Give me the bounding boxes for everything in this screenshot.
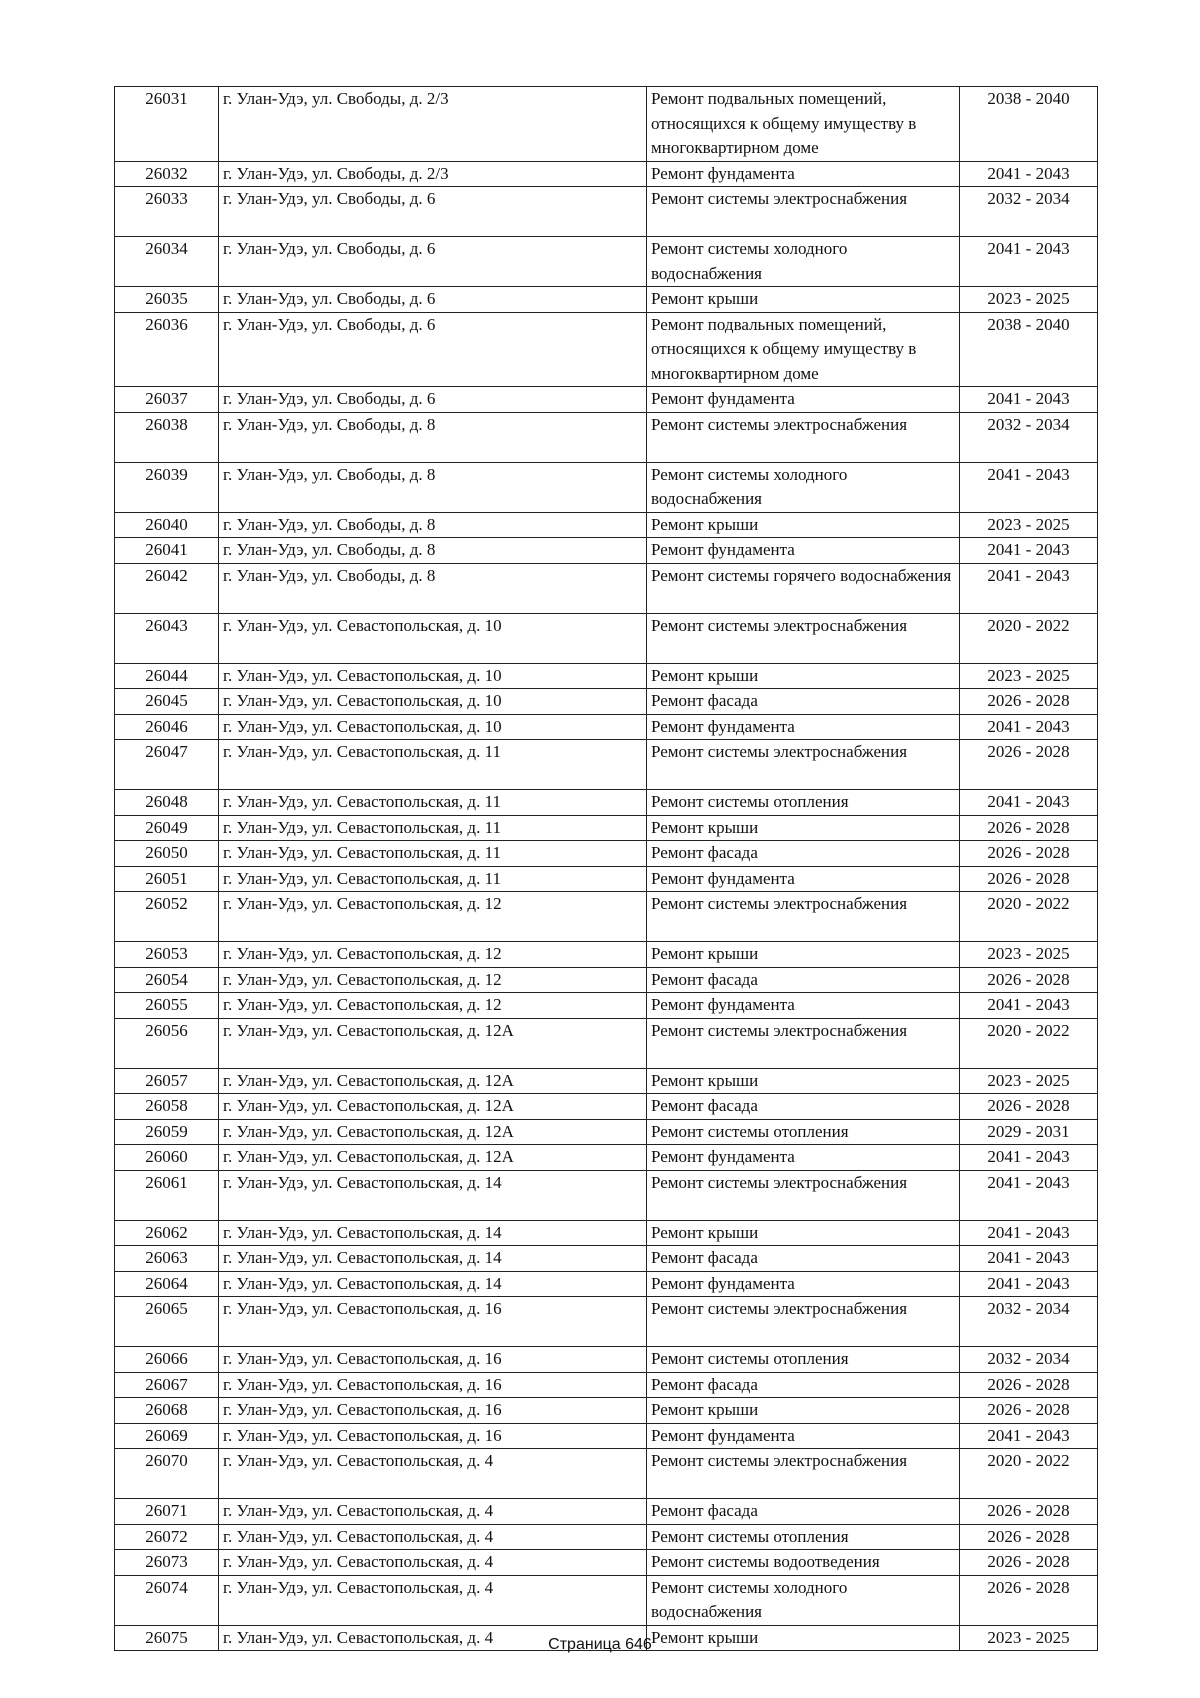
row-id-cell: 26041 bbox=[115, 538, 219, 564]
address-cell: г. Улан-Удэ, ул. Севастопольская, д. 10 bbox=[219, 663, 647, 689]
address-cell: г. Улан-Удэ, ул. Севастопольская, д. 10 bbox=[219, 714, 647, 740]
work-type-cell: Ремонт фундамента bbox=[647, 1145, 960, 1171]
table-row bbox=[115, 387, 1098, 413]
row-id-cell: 26073 bbox=[115, 1550, 219, 1576]
table-row bbox=[115, 1575, 1098, 1625]
period-cell: 2026 - 2028 bbox=[960, 1550, 1098, 1576]
address-cell: г. Улан-Удэ, ул. Севастопольская, д. 16 bbox=[219, 1297, 647, 1347]
period-cell: 2026 - 2028 bbox=[960, 740, 1098, 790]
table-row bbox=[115, 790, 1098, 816]
work-type-cell: Ремонт фасада bbox=[647, 1499, 960, 1525]
address-cell: г. Улан-Удэ, ул. Севастопольская, д. 10 bbox=[219, 613, 647, 663]
table-row bbox=[115, 993, 1098, 1019]
address-cell: г. Улан-Удэ, ул. Свободы, д. 8 bbox=[219, 512, 647, 538]
address-cell: г. Улан-Удэ, ул. Севастопольская, д. 11 bbox=[219, 841, 647, 867]
work-type-cell: Ремонт подвальных помещений, относящихся к общему имуществу в многоквартирном доме bbox=[647, 87, 960, 162]
row-id-cell: 26038 bbox=[115, 412, 219, 462]
address-cell: г. Улан-Удэ, ул. Севастопольская, д. 4 bbox=[219, 1550, 647, 1576]
table-row bbox=[115, 740, 1098, 790]
period-cell: 2041 - 2043 bbox=[960, 1246, 1098, 1272]
row-id-cell: 26047 bbox=[115, 740, 219, 790]
row-id-cell: 26042 bbox=[115, 563, 219, 613]
table-row bbox=[115, 237, 1098, 287]
table-row bbox=[115, 613, 1098, 663]
period-cell: 2020 - 2022 bbox=[960, 613, 1098, 663]
row-id-cell: 26049 bbox=[115, 815, 219, 841]
period-cell: 2041 - 2043 bbox=[960, 462, 1098, 512]
row-id-cell: 26068 bbox=[115, 1398, 219, 1424]
period-cell: 2026 - 2028 bbox=[960, 689, 1098, 715]
row-id-cell: 26033 bbox=[115, 187, 219, 237]
period-cell: 2041 - 2043 bbox=[960, 790, 1098, 816]
row-id-cell: 26044 bbox=[115, 663, 219, 689]
work-type-cell: Ремонт фасада bbox=[647, 689, 960, 715]
table-row bbox=[115, 187, 1098, 237]
row-id-cell: 26056 bbox=[115, 1018, 219, 1068]
period-cell: 2041 - 2043 bbox=[960, 1220, 1098, 1246]
period-cell: 2023 - 2025 bbox=[960, 942, 1098, 968]
row-id-cell: 26046 bbox=[115, 714, 219, 740]
work-type-cell: Ремонт системы электроснабжения bbox=[647, 1018, 960, 1068]
table-row bbox=[115, 287, 1098, 313]
work-type-cell: Ремонт системы холодного водоснабжения bbox=[647, 237, 960, 287]
row-id-cell: 26059 bbox=[115, 1119, 219, 1145]
table-row bbox=[115, 1347, 1098, 1373]
period-cell: 2029 - 2031 bbox=[960, 1119, 1098, 1145]
address-cell: г. Улан-Удэ, ул. Севастопольская, д. 14 bbox=[219, 1220, 647, 1246]
work-type-cell: Ремонт крыши bbox=[647, 815, 960, 841]
row-id-cell: 26062 bbox=[115, 1220, 219, 1246]
work-type-cell: Ремонт фундамента bbox=[647, 538, 960, 564]
row-id-cell: 26071 bbox=[115, 1499, 219, 1525]
work-type-cell: Ремонт фундамента bbox=[647, 1423, 960, 1449]
address-cell: г. Улан-Удэ, ул. Севастопольская, д. 11 bbox=[219, 815, 647, 841]
table-row bbox=[115, 1372, 1098, 1398]
table-row bbox=[115, 841, 1098, 867]
address-cell: г. Улан-Удэ, ул. Севастопольская, д. 12А bbox=[219, 1018, 647, 1068]
work-type-cell: Ремонт фасада bbox=[647, 1094, 960, 1120]
work-type-cell: Ремонт системы отопления bbox=[647, 1524, 960, 1550]
table-row bbox=[115, 967, 1098, 993]
address-cell: г. Улан-Удэ, ул. Севастопольская, д. 16 bbox=[219, 1347, 647, 1373]
row-id-cell: 26053 bbox=[115, 942, 219, 968]
work-type-cell: Ремонт фундамента bbox=[647, 161, 960, 187]
address-cell: г. Улан-Удэ, ул. Свободы, д. 2/3 bbox=[219, 87, 647, 162]
work-type-cell: Ремонт системы горячего водоснабжения bbox=[647, 563, 960, 613]
address-cell: г. Улан-Удэ, ул. Севастопольская, д. 12А bbox=[219, 1094, 647, 1120]
address-cell: г. Улан-Удэ, ул. Севастопольская, д. 14 bbox=[219, 1170, 647, 1220]
table-row bbox=[115, 1119, 1098, 1145]
row-id-cell: 26040 bbox=[115, 512, 219, 538]
row-id-cell: 26067 bbox=[115, 1372, 219, 1398]
period-cell: 2026 - 2028 bbox=[960, 1372, 1098, 1398]
work-type-cell: Ремонт фасада bbox=[647, 1246, 960, 1272]
work-type-cell: Ремонт системы отопления bbox=[647, 1347, 960, 1373]
row-id-cell: 26064 bbox=[115, 1271, 219, 1297]
row-id-cell: 26055 bbox=[115, 993, 219, 1019]
work-type-cell: Ремонт фундамента bbox=[647, 866, 960, 892]
address-cell: г. Улан-Удэ, ул. Севастопольская, д. 12А bbox=[219, 1145, 647, 1171]
address-cell: г. Улан-Удэ, ул. Севастопольская, д. 4 bbox=[219, 1575, 647, 1625]
address-cell: г. Улан-Удэ, ул. Севастопольская, д. 12 bbox=[219, 892, 647, 942]
work-type-cell: Ремонт крыши bbox=[647, 663, 960, 689]
period-cell: 2041 - 2043 bbox=[960, 237, 1098, 287]
period-cell: 2026 - 2028 bbox=[960, 1524, 1098, 1550]
row-id-cell: 26031 bbox=[115, 87, 219, 162]
row-id-cell: 26054 bbox=[115, 967, 219, 993]
work-type-cell: Ремонт крыши bbox=[647, 1398, 960, 1424]
table-row bbox=[115, 892, 1098, 942]
work-type-cell: Ремонт системы водоотведения bbox=[647, 1550, 960, 1576]
work-type-cell: Ремонт фундамента bbox=[647, 1271, 960, 1297]
table-row bbox=[115, 87, 1098, 162]
work-type-cell: Ремонт системы электроснабжения bbox=[647, 1170, 960, 1220]
period-cell: 2023 - 2025 bbox=[960, 663, 1098, 689]
period-cell: 2023 - 2025 bbox=[960, 287, 1098, 313]
row-id-cell: 26063 bbox=[115, 1246, 219, 1272]
table-body bbox=[115, 87, 1098, 1651]
period-cell: 2020 - 2022 bbox=[960, 892, 1098, 942]
period-cell: 2023 - 2025 bbox=[960, 512, 1098, 538]
address-cell: г. Улан-Удэ, ул. Свободы, д. 6 bbox=[219, 187, 647, 237]
table-row bbox=[115, 563, 1098, 613]
period-cell: 2026 - 2028 bbox=[960, 1398, 1098, 1424]
address-cell: г. Улан-Удэ, ул. Севастопольская, д. 4 bbox=[219, 1499, 647, 1525]
period-cell: 2041 - 2043 bbox=[960, 563, 1098, 613]
row-id-cell: 26070 bbox=[115, 1449, 219, 1499]
work-type-cell: Ремонт системы холодного водоснабжения bbox=[647, 1575, 960, 1625]
work-type-cell: Ремонт системы электроснабжения bbox=[647, 1449, 960, 1499]
table-row bbox=[115, 1220, 1098, 1246]
address-cell: г. Улан-Удэ, ул. Свободы, д. 6 bbox=[219, 237, 647, 287]
work-type-cell: Ремонт системы электроснабжения bbox=[647, 613, 960, 663]
row-id-cell: 26072 bbox=[115, 1524, 219, 1550]
row-id-cell: 26065 bbox=[115, 1297, 219, 1347]
page-number: Страница 646 bbox=[548, 1636, 652, 1653]
address-cell: г. Улан-Удэ, ул. Свободы, д. 2/3 bbox=[219, 161, 647, 187]
period-cell: 2026 - 2028 bbox=[960, 1575, 1098, 1625]
work-type-cell: Ремонт системы электроснабжения bbox=[647, 187, 960, 237]
address-cell: г. Улан-Удэ, ул. Севастопольская, д. 10 bbox=[219, 689, 647, 715]
address-cell: г. Улан-Удэ, ул. Свободы, д. 8 bbox=[219, 563, 647, 613]
table-row bbox=[115, 312, 1098, 387]
work-type-cell: Ремонт системы электроснабжения bbox=[647, 740, 960, 790]
row-id-cell: 26043 bbox=[115, 613, 219, 663]
repair-schedule-table bbox=[114, 86, 1098, 1651]
work-type-cell: Ремонт крыши bbox=[647, 1220, 960, 1246]
period-cell: 2041 - 2043 bbox=[960, 993, 1098, 1019]
period-cell: 2041 - 2043 bbox=[960, 387, 1098, 413]
address-cell: г. Улан-Удэ, ул. Свободы, д. 6 bbox=[219, 312, 647, 387]
period-cell: 2041 - 2043 bbox=[960, 1423, 1098, 1449]
work-type-cell: Ремонт системы отопления bbox=[647, 1119, 960, 1145]
work-type-cell: Ремонт крыши bbox=[647, 1625, 960, 1651]
period-cell: 2026 - 2028 bbox=[960, 1094, 1098, 1120]
table-row bbox=[115, 1246, 1098, 1272]
period-cell: 2026 - 2028 bbox=[960, 967, 1098, 993]
address-cell: г. Улан-Удэ, ул. Севастопольская, д. 12А bbox=[219, 1068, 647, 1094]
period-cell: 2020 - 2022 bbox=[960, 1018, 1098, 1068]
period-cell: 2032 - 2034 bbox=[960, 412, 1098, 462]
address-cell: г. Улан-Удэ, ул. Севастопольская, д. 4 bbox=[219, 1524, 647, 1550]
work-type-cell: Ремонт крыши bbox=[647, 287, 960, 313]
row-id-cell: 26066 bbox=[115, 1347, 219, 1373]
row-id-cell: 26060 bbox=[115, 1145, 219, 1171]
address-cell: г. Улан-Удэ, ул. Севастопольская, д. 12 bbox=[219, 993, 647, 1019]
address-cell: г. Улан-Удэ, ул. Севастопольская, д. 14 bbox=[219, 1271, 647, 1297]
row-id-cell: 26039 bbox=[115, 462, 219, 512]
row-id-cell: 26036 bbox=[115, 312, 219, 387]
period-cell: 2026 - 2028 bbox=[960, 866, 1098, 892]
table-row bbox=[115, 538, 1098, 564]
period-cell: 2041 - 2043 bbox=[960, 714, 1098, 740]
table-row bbox=[115, 1524, 1098, 1550]
table-row bbox=[115, 462, 1098, 512]
period-cell: 2023 - 2025 bbox=[960, 1068, 1098, 1094]
period-cell: 2020 - 2022 bbox=[960, 1449, 1098, 1499]
row-id-cell: 26050 bbox=[115, 841, 219, 867]
table-row bbox=[115, 1068, 1098, 1094]
table-row bbox=[115, 1271, 1098, 1297]
row-id-cell: 26052 bbox=[115, 892, 219, 942]
address-cell: г. Улан-Удэ, ул. Севастопольская, д. 16 bbox=[219, 1398, 647, 1424]
work-type-cell: Ремонт фундамента bbox=[647, 714, 960, 740]
period-cell: 2026 - 2028 bbox=[960, 1499, 1098, 1525]
row-id-cell: 26045 bbox=[115, 689, 219, 715]
address-cell: г. Улан-Удэ, ул. Свободы, д. 8 bbox=[219, 412, 647, 462]
table-row bbox=[115, 663, 1098, 689]
address-cell: г. Улан-Удэ, ул. Свободы, д. 8 bbox=[219, 538, 647, 564]
table-row bbox=[115, 1398, 1098, 1424]
row-id-cell: 26037 bbox=[115, 387, 219, 413]
period-cell: 2038 - 2040 bbox=[960, 312, 1098, 387]
table-row bbox=[115, 412, 1098, 462]
work-type-cell: Ремонт крыши bbox=[647, 1068, 960, 1094]
work-type-cell: Ремонт крыши bbox=[647, 942, 960, 968]
address-cell: г. Улан-Удэ, ул. Севастопольская, д. 12 bbox=[219, 967, 647, 993]
address-cell: г. Улан-Удэ, ул. Севастопольская, д. 12А bbox=[219, 1119, 647, 1145]
table-row bbox=[115, 1094, 1098, 1120]
address-cell: г. Улан-Удэ, ул. Севастопольская, д. 4 bbox=[219, 1625, 647, 1651]
table-row bbox=[115, 942, 1098, 968]
table-row bbox=[115, 512, 1098, 538]
row-id-cell: 26032 bbox=[115, 161, 219, 187]
row-id-cell: 26035 bbox=[115, 287, 219, 313]
row-id-cell: 26075 bbox=[115, 1625, 219, 1651]
row-id-cell: 26048 bbox=[115, 790, 219, 816]
table-row bbox=[115, 1297, 1098, 1347]
table-row bbox=[115, 815, 1098, 841]
address-cell: г. Улан-Удэ, ул. Севастопольская, д. 16 bbox=[219, 1423, 647, 1449]
work-type-cell: Ремонт подвальных помещений, относящихся к общему имуществу в многоквартирном доме bbox=[647, 312, 960, 387]
period-cell: 2032 - 2034 bbox=[960, 187, 1098, 237]
work-type-cell: Ремонт системы электроснабжения bbox=[647, 412, 960, 462]
address-cell: г. Улан-Удэ, ул. Севастопольская, д. 4 bbox=[219, 1449, 647, 1499]
period-cell: 2041 - 2043 bbox=[960, 1170, 1098, 1220]
address-cell: г. Улан-Удэ, ул. Севастопольская, д. 11 bbox=[219, 790, 647, 816]
work-type-cell: Ремонт фундамента bbox=[647, 993, 960, 1019]
table-row bbox=[115, 1550, 1098, 1576]
period-cell: 2032 - 2034 bbox=[960, 1297, 1098, 1347]
table-row bbox=[115, 1499, 1098, 1525]
address-cell: г. Улан-Удэ, ул. Свободы, д. 6 bbox=[219, 287, 647, 313]
row-id-cell: 26061 bbox=[115, 1170, 219, 1220]
work-type-cell: Ремонт фасада bbox=[647, 1372, 960, 1398]
work-type-cell: Ремонт системы холодного водоснабжения bbox=[647, 462, 960, 512]
row-id-cell: 26074 bbox=[115, 1575, 219, 1625]
period-cell: 2026 - 2028 bbox=[960, 815, 1098, 841]
period-cell: 2041 - 2043 bbox=[960, 538, 1098, 564]
address-cell: г. Улан-Удэ, ул. Севастопольская, д. 11 bbox=[219, 740, 647, 790]
work-type-cell: Ремонт системы электроснабжения bbox=[647, 1297, 960, 1347]
address-cell: г. Улан-Удэ, ул. Свободы, д. 6 bbox=[219, 387, 647, 413]
address-cell: г. Улан-Удэ, ул. Свободы, д. 8 bbox=[219, 462, 647, 512]
period-cell: 2038 - 2040 bbox=[960, 87, 1098, 162]
period-cell: 2032 - 2034 bbox=[960, 1347, 1098, 1373]
period-cell: 2026 - 2028 bbox=[960, 841, 1098, 867]
work-type-cell: Ремонт фасада bbox=[647, 841, 960, 867]
table-row bbox=[115, 161, 1098, 187]
work-type-cell: Ремонт крыши bbox=[647, 512, 960, 538]
address-cell: г. Улан-Удэ, ул. Севастопольская, д. 11 bbox=[219, 866, 647, 892]
address-cell: г. Улан-Удэ, ул. Севастопольская, д. 16 bbox=[219, 1372, 647, 1398]
address-cell: г. Улан-Удэ, ул. Севастопольская, д. 14 bbox=[219, 1246, 647, 1272]
table-row bbox=[115, 1145, 1098, 1171]
period-cell: 2041 - 2043 bbox=[960, 161, 1098, 187]
table-row bbox=[115, 866, 1098, 892]
table-row bbox=[115, 689, 1098, 715]
address-cell: г. Улан-Удэ, ул. Севастопольская, д. 12 bbox=[219, 942, 647, 968]
table-row bbox=[115, 714, 1098, 740]
row-id-cell: 26057 bbox=[115, 1068, 219, 1094]
work-type-cell: Ремонт системы отопления bbox=[647, 790, 960, 816]
period-cell: 2041 - 2043 bbox=[960, 1271, 1098, 1297]
row-id-cell: 26058 bbox=[115, 1094, 219, 1120]
period-cell: 2041 - 2043 bbox=[960, 1145, 1098, 1171]
work-type-cell: Ремонт фундамента bbox=[647, 387, 960, 413]
table-row bbox=[115, 1449, 1098, 1499]
work-type-cell: Ремонт системы электроснабжения bbox=[647, 892, 960, 942]
row-id-cell: 26051 bbox=[115, 866, 219, 892]
work-type-cell: Ремонт фасада bbox=[647, 967, 960, 993]
table-row bbox=[115, 1423, 1098, 1449]
row-id-cell: 26034 bbox=[115, 237, 219, 287]
row-id-cell: 26069 bbox=[115, 1423, 219, 1449]
table-row bbox=[115, 1018, 1098, 1068]
table-row bbox=[115, 1170, 1098, 1220]
period-cell: 2023 - 2025 bbox=[960, 1625, 1098, 1651]
